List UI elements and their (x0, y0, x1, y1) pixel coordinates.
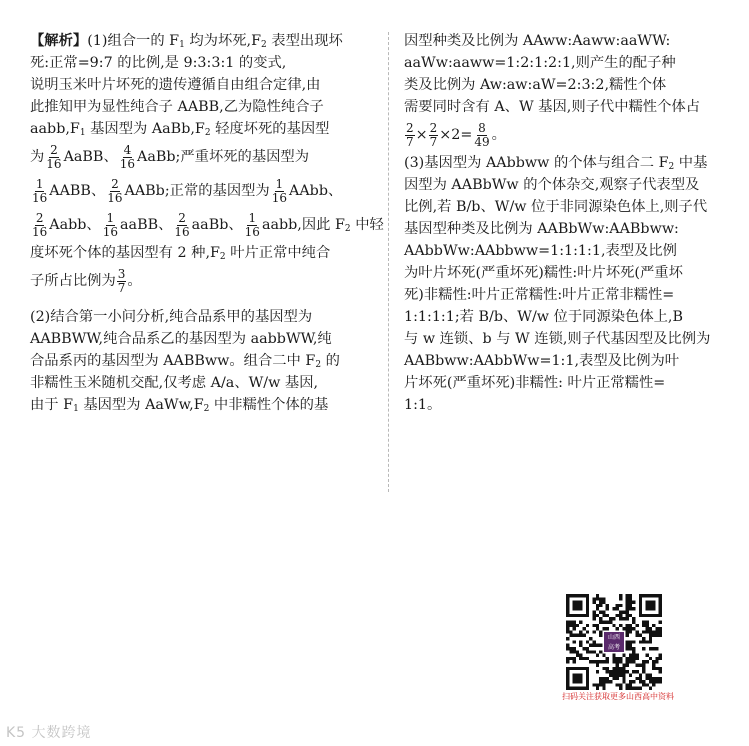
text-line: AABBWW,纯合品系乙的基因型为 aabbWW,纯 (30, 331, 332, 347)
text-line: 比例,若 B/b、W/w 位于非同源染色体上,则子代 (404, 199, 708, 215)
text-line: AABbww:AAbbWw=1:1,表型及比例为叶 (404, 353, 680, 369)
analysis-tag: 【解析】 (30, 33, 88, 49)
text-line: 死)非糯性:叶片正常糯性:叶片正常非糯性= (404, 287, 675, 303)
text-line: $\frac{2}{16}$ Aabb、 $\frac{1}{16}$ aaBB、 $\frac{2}{16}$ aaBb、 $\frac{1}{16}$ aabb,因此 $F_2$ 中轻 (32, 210, 384, 239)
fraction: $\frac{2}{16}$ (174, 210, 190, 239)
text-line: $\frac{2}{7}$ × $\frac{2}{7}$ ×2= $\frac{8}{49}$ 。 (406, 120, 506, 149)
fraction: $\frac{2}{7}$ (406, 120, 414, 149)
text-line: (2)结合第一小问分析,纯合品系甲的基因型为 (30, 309, 313, 325)
text-line: 此推知甲为显性纯合子 AABB,乙为隐性纯合子 (30, 99, 324, 115)
text-line: 与 w 连锁、b 与 W 连锁,则子代基因型及比例为 (404, 331, 711, 347)
fraction: $\frac{2}{7}$ (429, 120, 438, 149)
fraction: $\frac{3}{7}$ (117, 266, 126, 295)
text-line: 非糯性玉米随机交配,仅考虑 A/a、W/w 基因, (30, 375, 319, 391)
text-line: $\frac{1}{16}$ AABB、 $\frac{2}{16}$ AABb;正常的基因型为 $\frac{1}{16}$ AAbb、 (32, 176, 343, 205)
text-line: 合品系丙的基因型为 AABBww。组合二中 $F_2$ 的 (30, 353, 340, 370)
watermark-logo: K5 大数跨境 (6, 725, 92, 741)
text-line: 由于 $F_1$ 基因型为 $AaWw,F_2$ 中非糯性个体的基 (30, 397, 329, 414)
fraction: $\frac{1}{16}$ (102, 210, 119, 239)
text-line: 需要同时含有 A、W 基因,则子代中糯性个体占 (404, 99, 700, 115)
text-line: 1:1。 (404, 397, 442, 413)
left-column (30, 30, 384, 416)
qr-caption: 扫码关注获取更多山西高中资料 (562, 692, 674, 701)
column-divider (388, 32, 390, 492)
fraction: $\frac{2}{16}$ (46, 142, 62, 171)
right-column (404, 30, 722, 416)
text-line: 说明玉米叶片坏死的遗传遵循自由组合定律,由 (30, 77, 321, 93)
text-line: 片坏死(严重坏死)非糯性: 叶片正常糯性= (404, 375, 666, 391)
text-line: (3)基因型为 AAbbww 的个体与组合二 $F_2$ 中基 (404, 155, 708, 172)
text-line: $aabb,F_1$ 基因型为 $AaBb,F_2$ 轻度坏死的基因型 (30, 121, 330, 138)
text-line: 子所占比例为 $\frac{3}{7}$ 。 (30, 266, 142, 295)
text-line: 类及比例为 Aw:aw:aW=2:3:2,糯性个体 (404, 77, 667, 93)
fraction: $\frac{4}{16}$ (119, 142, 136, 171)
text-line: 【解析】(1)组合一的 $F_1$ 均为坏死$,F_2$ 表型出现坏 (30, 33, 343, 50)
text-line: 为叶片坏死(严重坏死)糯性:叶片坏死(严重坏 (404, 265, 683, 281)
fraction: $\frac{1}{16}$ (244, 210, 260, 239)
text-line: aaWw:aaww=1:2:1:2:1,则产生的配子种 (404, 55, 676, 71)
text-line: 基因型种类及比例为 AABbWw:AABbww: (404, 221, 679, 237)
text-line: 1:1:1:1;若 B/b、W/w 位于同源染色体上,B (404, 309, 683, 325)
text-line: 度坏死个体的基因型有 2 种$,F_2$ 叶片正常中纯合 (30, 245, 331, 262)
qr-code[interactable] (566, 594, 662, 690)
text-line: AAbbWw:AAbbww=1:1:1:1,表型及比例 (404, 243, 677, 259)
fraction: $\frac{2}{16}$ (32, 210, 48, 239)
fraction: $\frac{2}{16}$ (107, 176, 123, 205)
fraction: $\frac{8}{49}$ (474, 120, 490, 149)
text-line: 因型为 AABbWw 的个体杂交,观察子代表型及 (404, 177, 700, 193)
text-line: 因型种类及比例为 AAww:Aaww:aaWW: (404, 33, 671, 49)
text-line: 死:正常=9:7 的比例,是 9:3:3:1 的变式, (30, 55, 287, 71)
fraction: $\frac{1}{16}$ (271, 176, 288, 205)
qr-logo-badge: 山西 高考 (603, 631, 625, 653)
text-line: 为 $\frac{2}{16}$ AaBB、 $\frac{4}{16}$ AaBb;严重坏死的基因型为 (30, 142, 310, 171)
fraction: $\frac{1}{16}$ (32, 176, 48, 205)
